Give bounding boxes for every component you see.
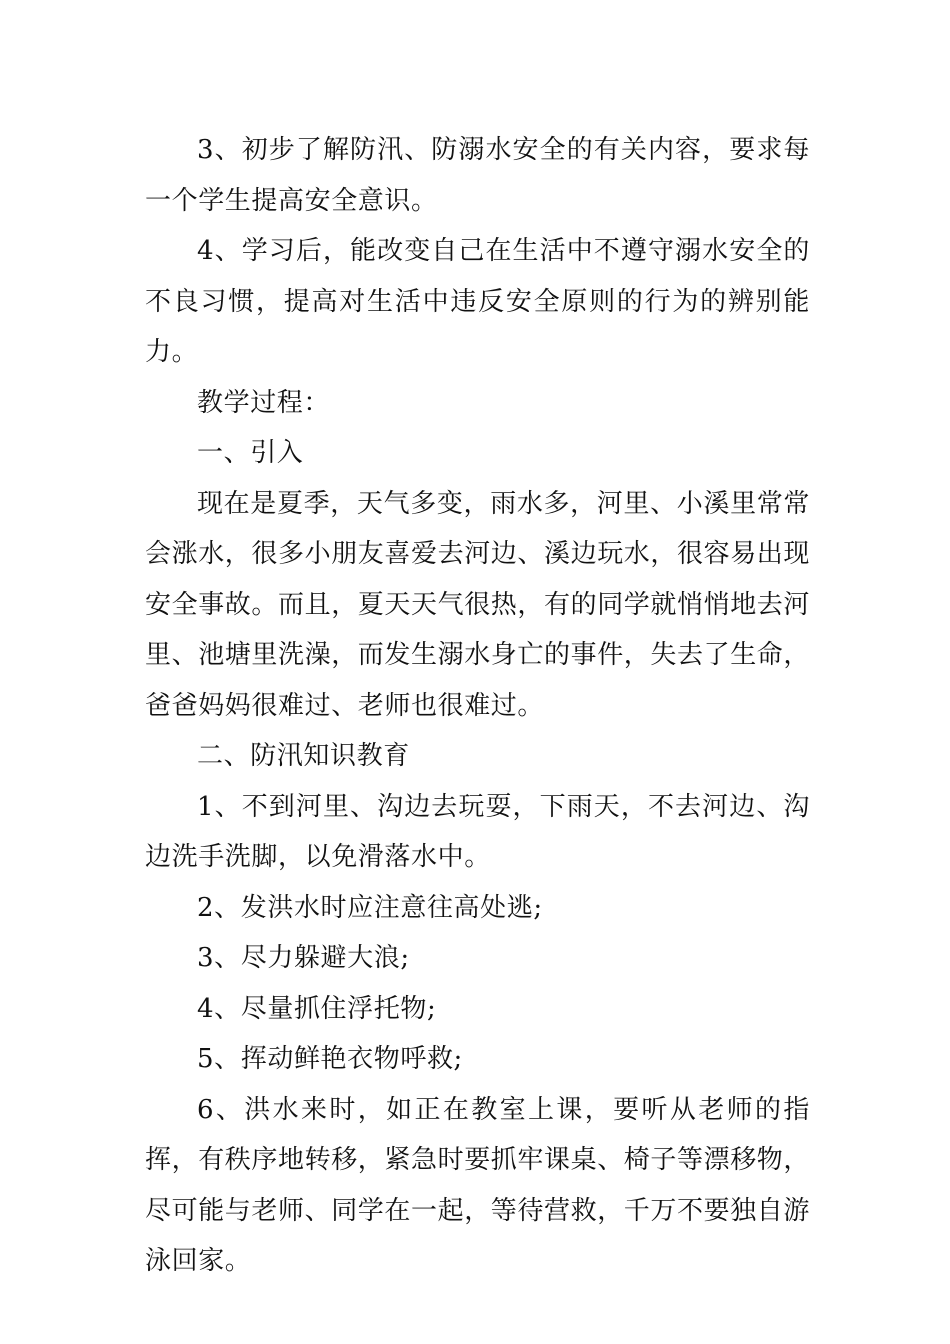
paragraph-objective-3: 3、初步了解防汛、防溺水安全的有关内容，要求每一个学生提高安全意识。	[145, 135, 810, 216]
list-item-3: 3、尽力躲避大浪;	[197, 943, 410, 973]
heading-flood-education: 二、防汛知识教育	[197, 741, 410, 771]
list-item-2: 2、发洪水时应注意往高处逃;	[197, 892, 543, 923]
heading-teaching-process: 教学过程：	[197, 387, 331, 418]
list-item-4: 4、尽量抓住浮托物;	[197, 993, 437, 1024]
list-item-6: 6、洪水来时，如正在教室上课，要听从老师的指挥，有秩序地转移，紧急时要抓牢课桌、椅子等漂移物，尽可能与老师、同学在一起，等待营救，千万不要独自游泳回家。	[145, 1094, 811, 1276]
paragraph-introduction: 现在是夏季，天气多变，雨水多，河里、小溪里常常会涨水，很多小朋友喜爱去河边、溪边玩水，很容易出现安全事故。而且，夏天天气很热，有的同学就悄悄地去河里、池塘里洗澡，而发生溺水身亡的事件，失去了生命，爸爸妈妈很难过、老师也很难过。	[145, 488, 811, 721]
paragraph-objective-4: 4、学习后，能改变自己在生活中不遵守溺水安全的不良习惯，提高对生活中违反安全原则的行为的辨别能力。	[145, 236, 810, 367]
heading-introduction: 一、引入	[197, 438, 304, 468]
list-item-1: 1、不到河里、沟边去玩耍，下雨天，不去河边、沟边洗手洗脚，以免滑落水中。	[145, 791, 810, 872]
document-body	[145, 125, 810, 1287]
list-item-5: 5、挥动鲜艳衣物呼救;	[197, 1044, 463, 1074]
